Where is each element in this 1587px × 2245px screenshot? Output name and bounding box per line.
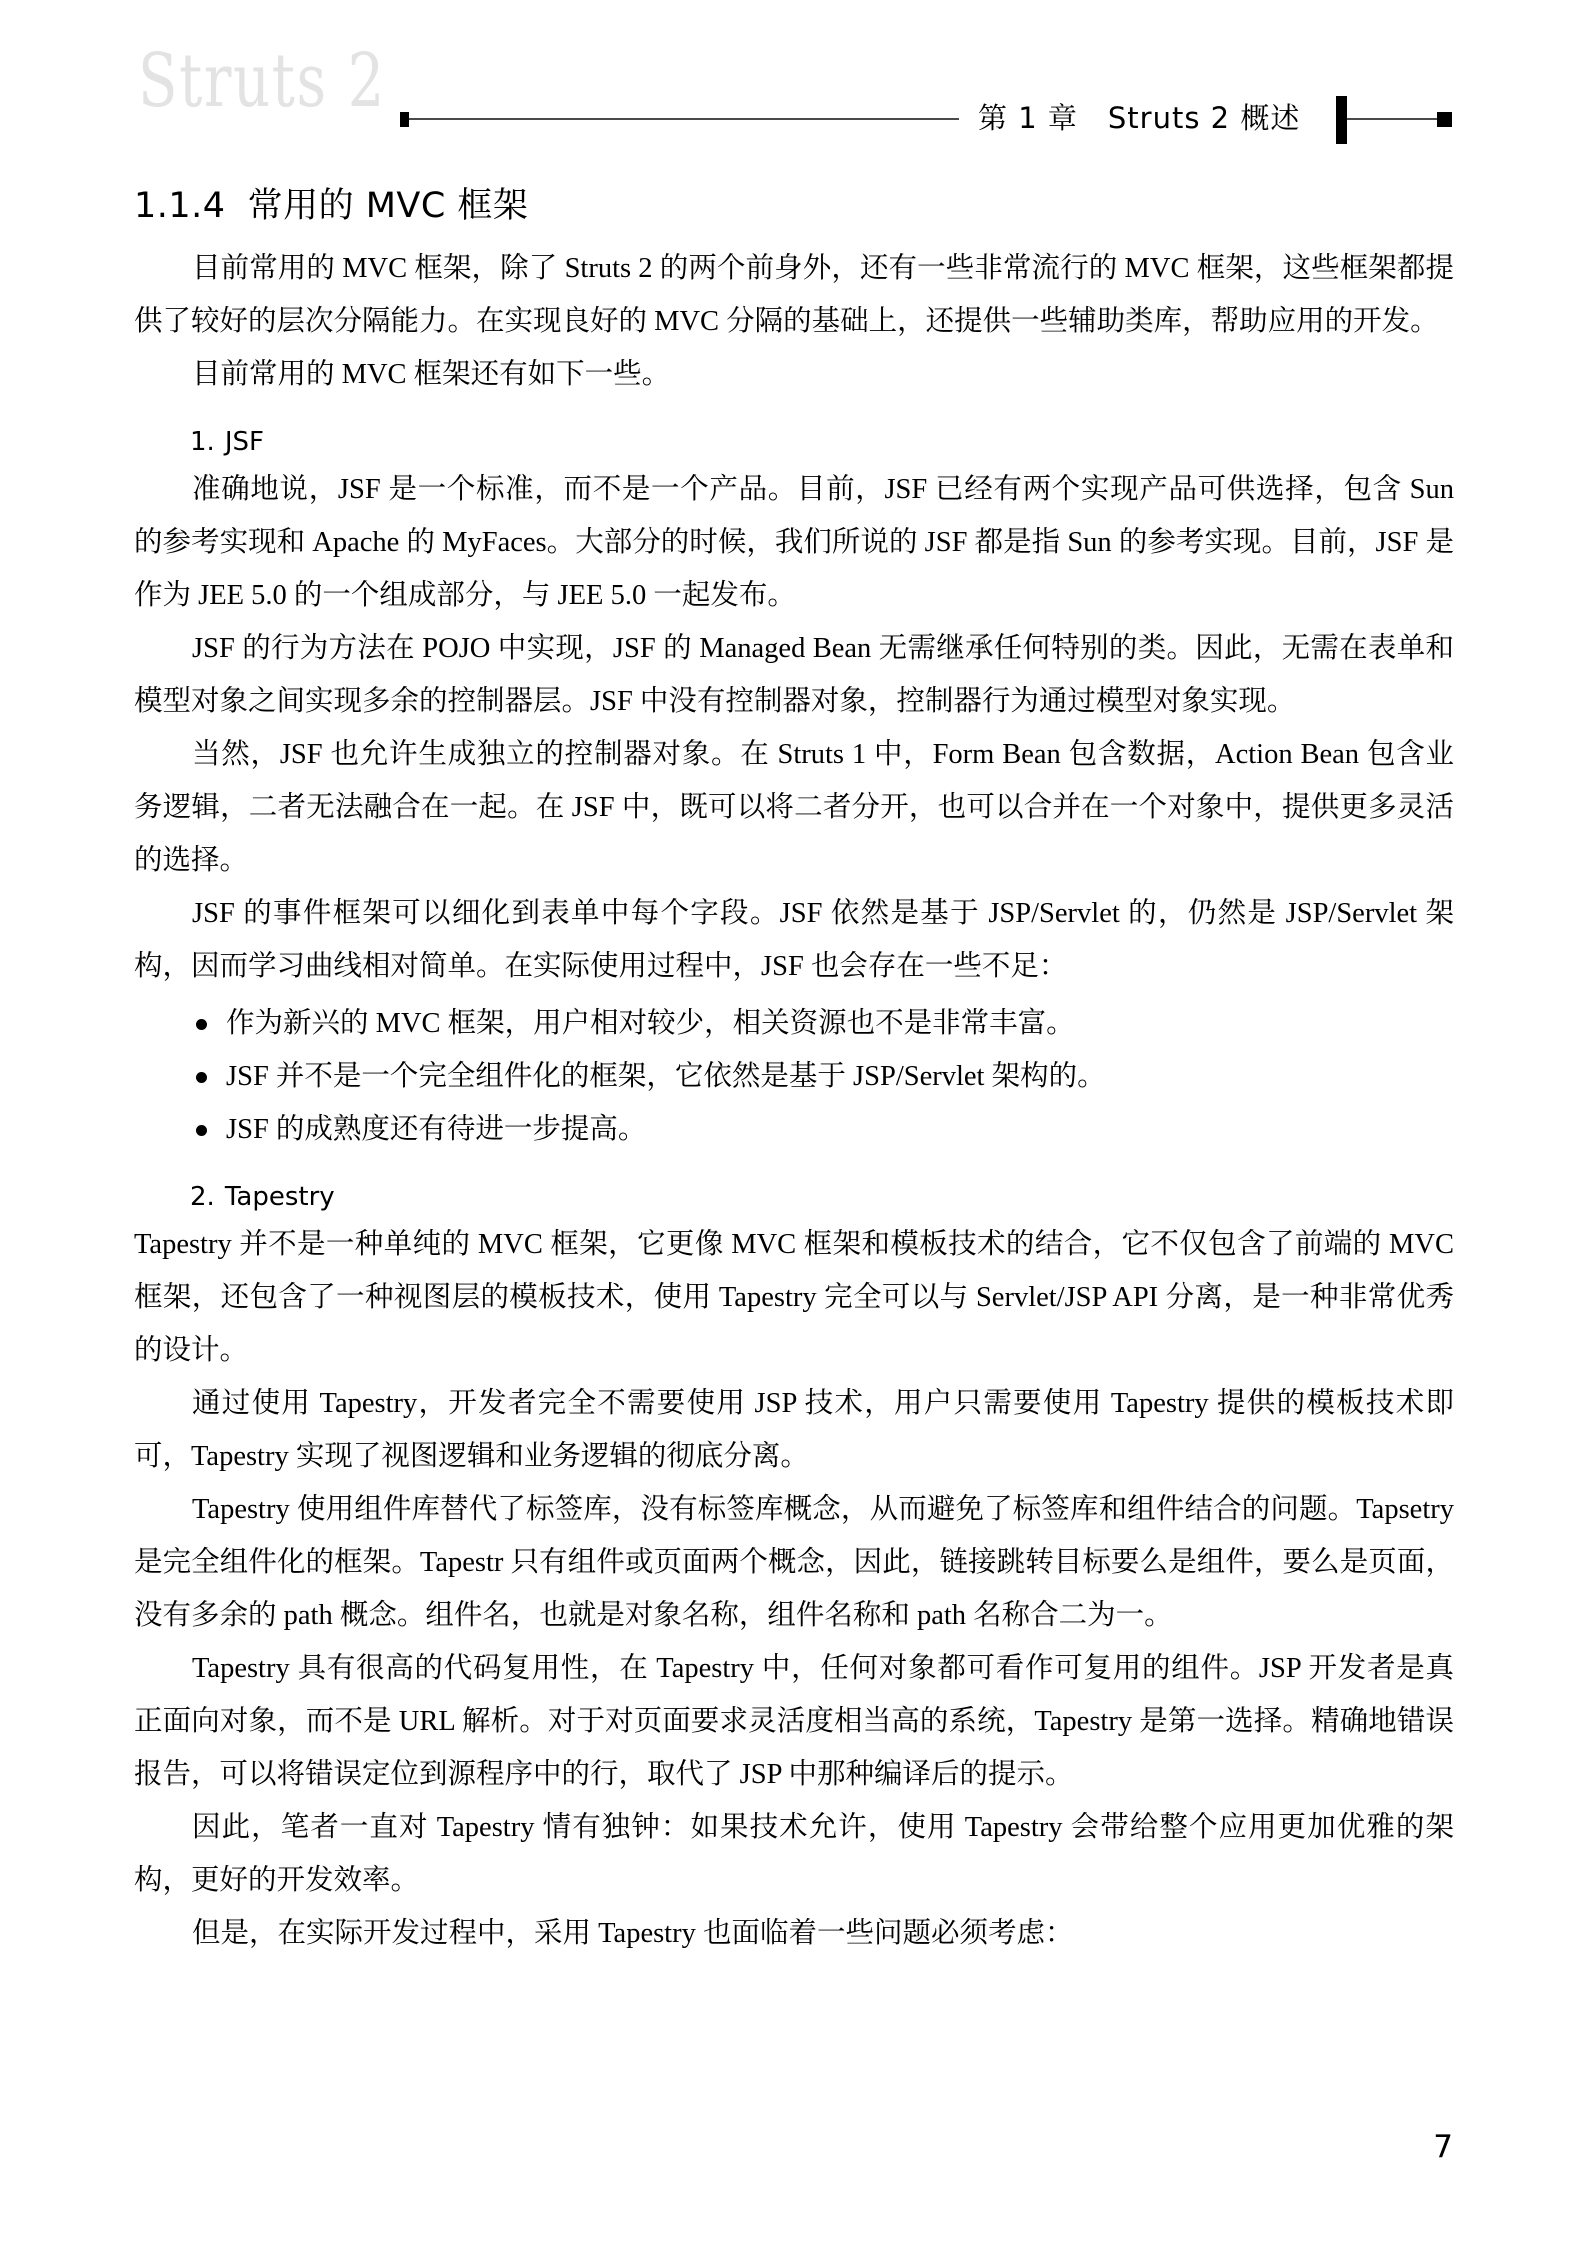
- header-left-rule: [409, 118, 959, 120]
- subheading-tapestry: [134, 1182, 1454, 1212]
- section-title: 常用的 MVC 框架: [247, 186, 529, 226]
- jsf-paragraph-1: 准确地说，JSF 是一个标准，而不是一个产品。目前，JSF 已经有两个实现产品可供选择，包含 Sun 的参考实现和 Apache 的 MyFaces。大部分的时候，我们所说的 JSF 都是指 Sun 的参考实现。目前，JSF 是作为 JEE 5.0 的一个组成部分，与 JEE 5.0 一起发布。: [134, 474, 1454, 611]
- header-right-rule: [1347, 118, 1445, 120]
- tapestry-paragraph-2: 通过使用 Tapestry，开发者完全不需要使用 JSP 技术，用户只需要使用 Tapestry 提供的模板技术即可，Tapestry 实现了视图逻辑和业务逻辑的彻底分离。: [134, 1388, 1454, 1472]
- tapestry-paragraph-1: Tapestry 并不是一种单纯的 MVC 框架，它更像 MVC 框架和模板技术的结合，它不仅包含了前端的 MVC 框架，还包含了一种视图层的模板技术，使用 Tapestry 完全可以与 Servlet/JSP API 分离，是一种非常优秀的设计。: [134, 1229, 1454, 1366]
- tapestry-paragraph-6: 但是，在实际开发过程中，采用 Tapestry 也面临着一些问题必须考虑：: [192, 1918, 1074, 1949]
- header-vertical-bar: [1336, 96, 1347, 144]
- page-header: [0, 38, 1587, 144]
- list-item: [226, 997, 1454, 1050]
- bullet-dot-icon: [196, 1019, 207, 1030]
- section-heading: [134, 178, 1454, 228]
- header-chapter-title: 第 1 章 Struts 2 概述: [978, 101, 1301, 135]
- intro-paragraph-1: 目前常用的 MVC 框架，除了 Struts 2 的两个前身外，还有一些非常流行的 MVC 框架，这些框架都提供了较好的层次分隔能力。在实现良好的 MVC 分隔的基础上，还提供一些辅助类库，帮助应用的开发。: [134, 253, 1454, 337]
- subheading-jsf-title: JSF: [224, 427, 264, 457]
- tapestry-paragraph-4: Tapestry 具有很高的代码复用性，在 Tapestry 中，任何对象都可看作可复用的组件。JSP 开发者是真正面向对象，而不是 URL 解析。对于对页面要求灵活度相当高的系统，Tapestry 是第一选择。精确地错误报告，可以将错误定位到源程序中的行，取代了 JSP 中那种编译后的提示。: [134, 1653, 1454, 1790]
- subheading-tapestry-title: Tapestry: [224, 1182, 335, 1212]
- header-right-square-marker: [1437, 112, 1452, 127]
- list-item-label: JSF 并不是一个完全组件化的框架，它依然是基于 JSP/Servlet 架构的。: [226, 1061, 1106, 1092]
- subheading-jsf-number: 1.: [190, 427, 215, 457]
- subheading-jsf: [134, 427, 1454, 457]
- intro-paragraph-2: 目前常用的 MVC 框架还有如下一些。: [192, 359, 671, 390]
- list-item-label: 作为新兴的 MVC 框架，用户相对较少，相关资源也不是非常丰富。: [226, 1008, 1075, 1039]
- tapestry-paragraph-5: 因此，笔者一直对 Tapestry 情有独钟：如果技术允许，使用 Tapestry 会带给整个应用更加优雅的架构，更好的开发效率。: [134, 1812, 1454, 1896]
- jsf-paragraph-2: JSF 的行为方法在 POJO 中实现，JSF 的 Managed Bean 无需继承任何特别的类。因此，无需在表单和模型对象之间实现多余的控制器层。JSF 中没有控制器对象，控制器行为通过模型对象实现。: [134, 633, 1454, 717]
- jsf-paragraph-3: 当然，JSF 也允许生成独立的控制器对象。在 Struts 1 中，Form Bean 包含数据，Action Bean 包含业务逻辑，二者无法融合在一起。在 JSF 中，既可以将二者分开，也可以合并在一个对象中，提供更多灵活的选择。: [134, 739, 1454, 876]
- list-item-label: JSF 的成熟度还有待进一步提高。: [226, 1114, 647, 1145]
- list-item: [226, 1050, 1454, 1103]
- bullet-dot-icon: [196, 1125, 207, 1136]
- bullet-dot-icon: [196, 1072, 207, 1083]
- jsf-paragraph-4: JSF 的事件框架可以细化到表单中每个字段。JSF 依然是基于 JSP/Servlet 的，仍然是 JSP/Servlet 架构，因而学习曲线相对简单。在实际使用过程中，JSF 也会存在一些不足：: [134, 898, 1454, 982]
- jsf-drawbacks-list: [134, 997, 1454, 1156]
- subheading-tapestry-number: 2.: [190, 1182, 215, 1212]
- header-left-square-marker: [400, 112, 409, 127]
- page-number: 7: [1433, 2129, 1453, 2165]
- list-item: [226, 1103, 1454, 1156]
- header-watermark-logo: Struts 2: [138, 38, 386, 124]
- section-number: 1.1.4: [134, 186, 226, 226]
- page-content: [134, 178, 1454, 1960]
- tapestry-paragraph-3: Tapestry 使用组件库替代了标签库，没有标签库概念，从而避免了标签库和组件结合的问题。Tapsetry 是完全组件化的框架。Tapestr 只有组件或页面两个概念，因此，链接跳转目标要么是组件，要么是页面，没有多余的 path 概念。组件名，也就是对象名称，组件名称和 path 名称合二为一。: [134, 1494, 1454, 1631]
